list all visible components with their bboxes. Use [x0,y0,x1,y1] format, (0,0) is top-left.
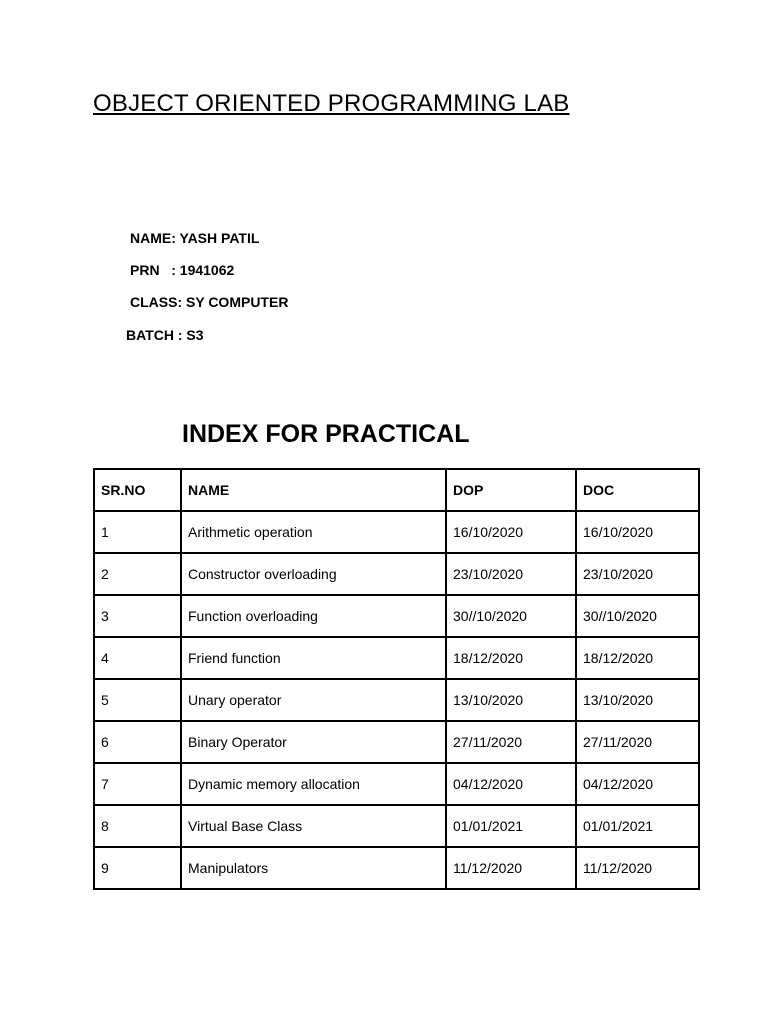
cell-srno: 9 [94,847,181,889]
index-title: INDEX FOR PRACTICAL [182,420,470,448]
cell-dop: 23/10/2020 [446,553,576,595]
cell-srno: 7 [94,763,181,805]
header-dop: DOP [446,469,576,511]
cell-dop: 04/12/2020 [446,763,576,805]
cell-name: Binary Operator [181,721,446,763]
table-row [94,763,699,805]
table-row [94,805,699,847]
cell-srno: 2 [94,553,181,595]
student-batch: BATCH : S3 [126,327,204,343]
cell-name: Virtual Base Class [181,805,446,847]
cell-name: Dynamic memory allocation [181,763,446,805]
cell-dop: 27/11/2020 [446,721,576,763]
table-row [94,637,699,679]
cell-dop: 18/12/2020 [446,637,576,679]
cell-dop: 30//10/2020 [446,595,576,637]
cell-dop: 11/12/2020 [446,847,576,889]
cell-dop: 13/10/2020 [446,679,576,721]
table-row [94,721,699,763]
cell-name: Function overloading [181,595,446,637]
cell-doc: 23/10/2020 [576,553,699,595]
header-srno: SR.NO [94,469,181,511]
header-name: NAME [181,469,446,511]
cell-doc: 30//10/2020 [576,595,699,637]
table-row [94,511,699,553]
student-prn: PRN : 1941062 [130,262,235,278]
document-title: OBJECT ORIENTED PROGRAMMING LAB [93,90,570,117]
table-header-row [94,469,699,511]
cell-srno: 5 [94,679,181,721]
cell-dop: 16/10/2020 [446,511,576,553]
table-row [94,553,699,595]
cell-name: Manipulators [181,847,446,889]
cell-srno: 3 [94,595,181,637]
cell-name: Arithmetic operation [181,511,446,553]
table-row [94,847,699,889]
student-class: CLASS: SY COMPUTER [130,294,289,310]
cell-srno: 4 [94,637,181,679]
cell-doc: 27/11/2020 [576,721,699,763]
cell-srno: 8 [94,805,181,847]
cell-srno: 1 [94,511,181,553]
cell-name: Friend function [181,637,446,679]
cell-doc: 18/12/2020 [576,637,699,679]
cell-doc: 11/12/2020 [576,847,699,889]
student-name: NAME: YASH PATIL [130,230,260,246]
practical-index-table [93,468,700,890]
table-row [94,679,699,721]
cell-dop: 01/01/2021 [446,805,576,847]
cell-doc: 04/12/2020 [576,763,699,805]
cell-doc: 13/10/2020 [576,679,699,721]
cell-doc: 16/10/2020 [576,511,699,553]
header-doc: DOC [576,469,699,511]
table-row [94,595,699,637]
cell-doc: 01/01/2021 [576,805,699,847]
cell-srno: 6 [94,721,181,763]
cell-name: Constructor overloading [181,553,446,595]
cell-name: Unary operator [181,679,446,721]
